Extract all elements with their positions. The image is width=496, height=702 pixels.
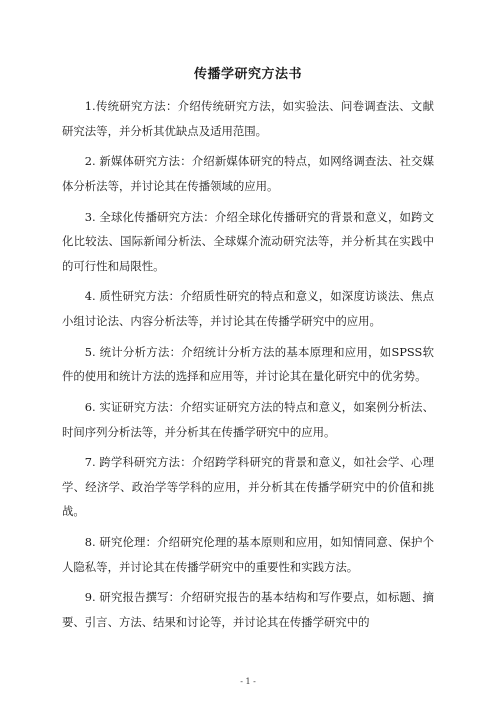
paragraph-7: 7. 跨学科研究方法：介绍跨学科研究的背景和意义，如社会学、心理学、经济学、政治学等学科的应用，并分析其在传播学研究中的价值和挑战。: [62, 455, 434, 519]
paragraph-1: 1.传统研究方法：介绍传统研究方法，如实验法、问卷调查法、文献研究法等，并分析其优缺点及适用范围。: [62, 99, 434, 138]
document-title: 传播学研究方法书: [193, 67, 302, 82]
paragraph-2: 2. 新媒体研究方法：介绍新媒体研究的特点，如网络调查法、社交媒体分析法等，并讨论其在传播领域的应用。: [62, 154, 434, 193]
paragraph-4: 4. 质性研究方法：介绍质性研究的特点和意义，如深度访谈法、焦点小组讨论法、内容分析法等，并讨论其在传播学研究中的应用。: [62, 289, 434, 329]
document-body: [62, 94, 434, 641]
paragraph-9: 9. 研究报告撰写：介绍研究报告的基本结构和写作要点，如标题、摘要、引言、方法、结果和讨论等，并讨论其在传播学研究中的: [62, 590, 434, 630]
page-number: - 1 -: [240, 677, 256, 686]
paragraph-6: 6. 实证研究方法：介绍实证研究方法的特点和意义，如案例分析法、时间序列分析法等，并分析其在传播学研究中的应用。: [62, 400, 434, 439]
paragraph-3: 3. 全球化传播研究方法：介绍全球化传播研究的背景和意义，如跨文化比较法、国际新闻分析法、全球媒介流动研究法等，并分析其在实践中的可行性和局限性。: [62, 209, 434, 273]
paragraph-5: 5. 统计分析方法：介绍统计分析方法的基本原理和应用，如SPSS软件的使用和统计方法的选择和应用等，并讨论其在量化研究中的优劣势。: [62, 344, 434, 384]
paragraph-8: 8. 研究伦理：介绍研究伦理的基本原则和应用，如知情同意、保护个人隐私等，并讨论其在传播学研究中的重要性和实践方法。: [62, 535, 434, 574]
